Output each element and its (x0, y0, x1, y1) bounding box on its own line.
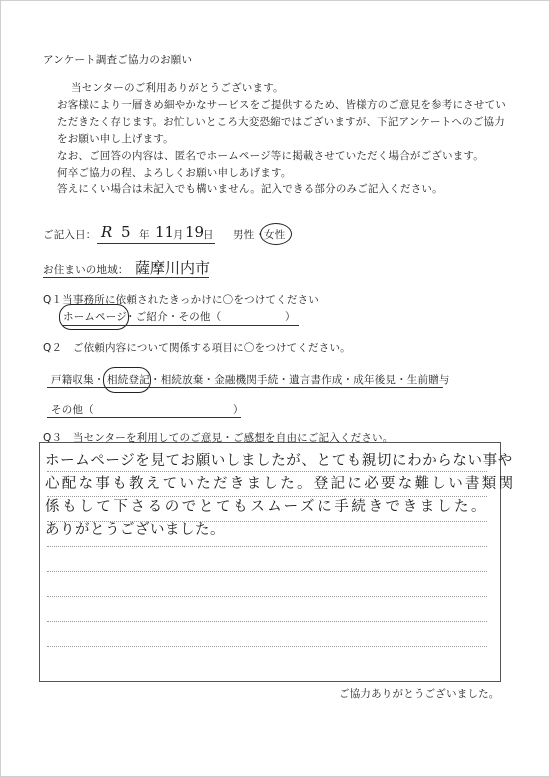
q2-option-souzoku-touki: 相続登記 (107, 374, 150, 386)
q2-option-koseki: 戸籍収集・ (51, 374, 105, 386)
q3-answer-line: ホームページを見てお願いしましたが、とても親切にわからない事や (45, 453, 513, 469)
answer-rule (47, 571, 487, 572)
intro-line: お客様により一層きめ細やかなサービスをご提供するため、皆様方のご意見を参考にさせてい (57, 99, 506, 111)
q2-options-rest: ・相続放棄・金融機関手続・遺言書作成・成年後見・生前贈与 (150, 374, 450, 386)
address-underline (43, 277, 209, 278)
q2-other-underline (47, 417, 241, 418)
gender-male: 男性 (233, 229, 255, 241)
q1-underline (63, 325, 299, 326)
date-month-unit: 月 (173, 229, 184, 241)
survey-title: アンケート調査ご協力のお願い (43, 54, 193, 66)
answer-rule (47, 546, 487, 547)
date-underline (97, 243, 215, 244)
date-day: 19 (185, 223, 205, 241)
intro-line: 何卒ご協力の程、よろしくお願い申しあげます。 (57, 167, 292, 179)
intro-line: ただきたく存じます。お忙しいところ大変恐縮ではございますが、下記アンケートへのご協力 (57, 116, 505, 128)
q3-question: Q３ 当センターを利用してのご意見・ご感想を自由にご記入ください。 (43, 432, 394, 444)
q1-option-homepage: ホームページ (63, 311, 127, 323)
q1-options-rest: ・ご紹介・その他（ (125, 311, 222, 323)
q2-other-close: ） (233, 404, 244, 416)
q2-question: Q２ ご依頼内容について関係する項目に〇をつけてください。 (43, 342, 351, 354)
q2-other-label: その他（ (51, 404, 94, 416)
gender-female: 女性 (264, 229, 286, 241)
q2-underline (47, 387, 443, 388)
address-label: お住まいの地域： (43, 264, 129, 276)
intro-line: 当センターのご利用ありがとうございます。 (71, 82, 284, 94)
date-year-unit: 年 (139, 229, 150, 241)
answer-rule (47, 596, 487, 597)
intro-line: なお、ご回答の内容は、匿名でホームページ等に掲載させていただく場合がございます。 (57, 150, 484, 162)
gender-separator: ・ (255, 229, 266, 241)
intro-line: 答えにくい場合は未記入でも構いません。記入できる部分のみご記入ください。 (57, 183, 443, 195)
q1-paren-close: ） (285, 311, 296, 323)
selection-circle (260, 223, 292, 245)
selection-circle (59, 304, 129, 330)
selection-circle (103, 367, 151, 393)
date-era: R (101, 223, 113, 241)
q3-answer-line: 心配な事も教えていただきました。登記に必要な難しい書類関 (45, 476, 516, 492)
date-label: ご記入日： (43, 229, 97, 241)
date-month: 11 (155, 223, 175, 241)
closing-message: ご協力ありがとうございました。 (339, 688, 500, 700)
q1-question: Q１当事務所に依頼されたきっかけに〇をつけてください (43, 294, 319, 306)
q3-answer-line: 係もして下さるのでとてもスムーズに手続きできました。 (45, 499, 489, 515)
date-year: 5 (121, 223, 131, 241)
address-value: 薩摩川内市 (135, 259, 211, 277)
q3-answer-line: ありがとうございました。 (45, 522, 225, 538)
answer-rule (47, 621, 487, 622)
answer-rule (47, 646, 487, 647)
intro-line: をお願い申し上げます。 (57, 133, 174, 145)
date-day-unit: 日 (203, 229, 214, 241)
